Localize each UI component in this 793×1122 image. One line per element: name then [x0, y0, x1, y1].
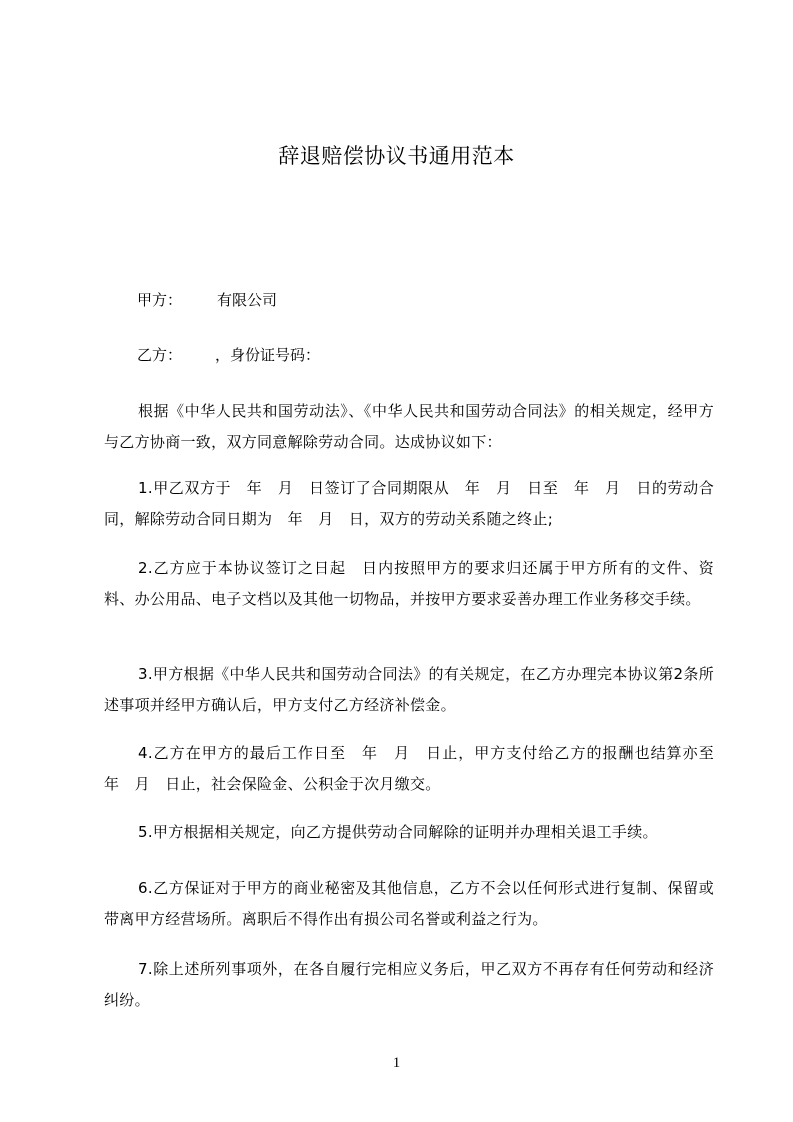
- party-b-value: ，身份证号码：: [215, 346, 321, 364]
- party-b-label: 乙方：: [137, 346, 183, 364]
- document-title: 辞退赔偿协议书通用范本: [278, 144, 515, 168]
- clause-3: 3.甲方根据《中华人民共和国劳动合同法》的有关规定，在乙方办理完本协议第2条所述事项并经甲方确认后，甲方支付乙方经济补偿金。: [104, 665, 714, 714]
- clause-2: 2.乙方应于本协议签订之日起 日内按照甲方的要求归还属于甲方所有的文件、资料、办公用品、电子文档以及其他一切物品，并按甲方要求妥善办理工作业务移交手续。: [104, 559, 714, 608]
- intro-paragraph: 根据《中华人民共和国劳动法》、《中华人民共和国劳动合同法》的相关规定，经甲方与乙方协商一致，双方同意解除劳动合同。达成协议如下：: [104, 402, 714, 451]
- clause-7: 7.除上述所列事项外，在各自履行完相应义务后，甲乙双方不再存有任何劳动和经济纠纷。: [104, 960, 714, 1009]
- clause-1: 1.甲乙双方于 年 月 日签订了合同期限从 年 月 日至 年 月 日的劳动合同，解除劳动合同日期为 年 月 日，双方的劳动关系随之终止;: [104, 479, 714, 528]
- party-a-value: 有限公司: [217, 291, 278, 309]
- clause-6: 6.乙方保证对于甲方的商业秘密及其他信息，乙方不会以任何形式进行复制、保留或带离甲方经营场所。离职后不得作出有损公司名誉或利益之行为。: [104, 879, 714, 928]
- clause-5: 5.甲方根据相关规定，向乙方提供劳动合同解除的证明并办理相关退工手续。: [138, 823, 658, 841]
- party-a-label: 甲方：: [137, 291, 183, 309]
- page-number: 1: [392, 1055, 401, 1071]
- clause-4: 4.乙方在甲方的最后工作日至 年 月 日止，甲方支付给乙方的报酬也结算亦至 年 月 日止，社会保险金、公积金于次月缴交。: [104, 744, 730, 793]
